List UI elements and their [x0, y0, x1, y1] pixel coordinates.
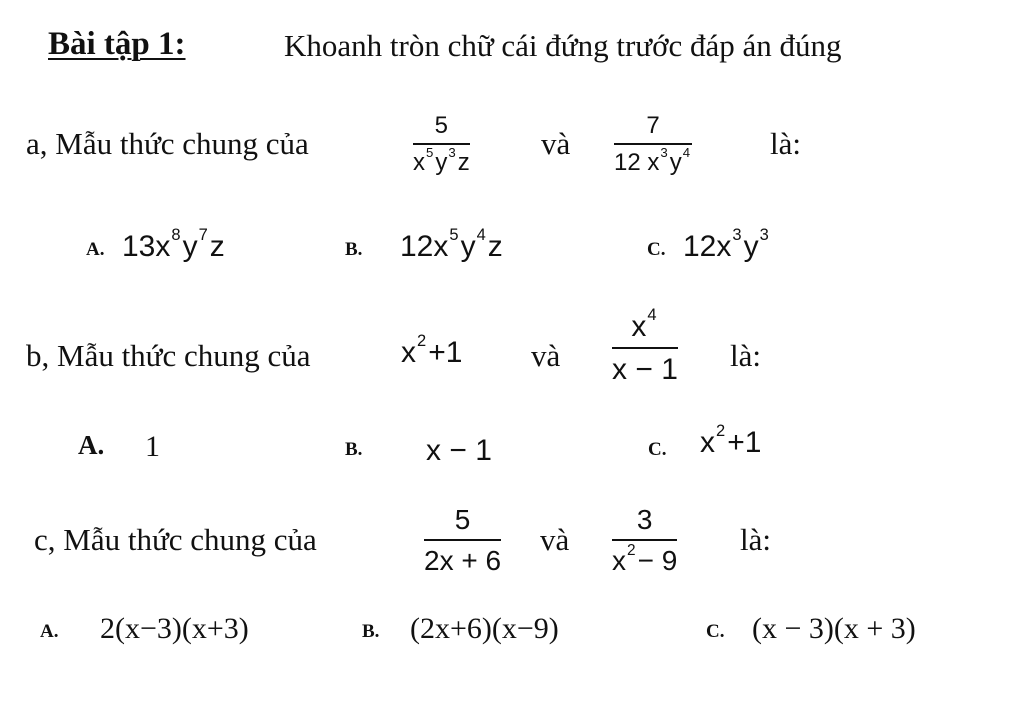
- question-c-fraction-2: [612, 506, 677, 575]
- option-c-B-expression[interactable]: (2x+6)(x−9): [410, 612, 559, 645]
- exercise-instruction: Khoanh tròn chữ cái đứng trước đáp án đúng: [284, 28, 842, 63]
- question-b-stem: b, Mẫu thức chung của: [26, 338, 311, 373]
- fraction-numerator: 3: [636, 504, 653, 535]
- question-a-connector: và: [541, 126, 571, 161]
- option-c-A-expression[interactable]: 2(x−3)(x+3): [100, 612, 249, 645]
- option-c-C-expression[interactable]: (x − 3)(x + 3): [752, 612, 916, 645]
- question-a-fraction-1: [413, 114, 470, 175]
- fraction-numerator: 7: [646, 112, 660, 139]
- question-b-suffix: là:: [730, 338, 761, 373]
- option-c-B-letter[interactable]: B.: [362, 621, 380, 642]
- fraction-denominator: 12 $x^3y^4$: [614, 145, 691, 176]
- fraction-denominator: 2x + 6: [424, 545, 502, 576]
- option-b-B-letter[interactable]: B.: [345, 439, 363, 460]
- option-a-A-expression[interactable]: $13x^8y^7z$: [122, 226, 225, 263]
- exercise-title: Bài tập 1:: [48, 26, 186, 62]
- option-b-A-expression[interactable]: 1: [145, 430, 160, 463]
- option-a-C-letter[interactable]: C.: [647, 239, 666, 260]
- fraction-denominator: $x^2- 9$: [612, 542, 678, 576]
- option-b-B-expression[interactable]: x − 1: [426, 434, 492, 467]
- question-a-stem: a, Mẫu thức chung của: [26, 126, 309, 161]
- question-b-expression: $x^2+1$: [401, 332, 463, 369]
- question-a-fraction-2: [614, 114, 692, 175]
- question-b-fraction: [612, 306, 678, 386]
- fraction-numerator: 5: [454, 504, 471, 535]
- question-c-stem: c, Mẫu thức chung của: [34, 522, 317, 557]
- option-c-C-letter[interactable]: C.: [706, 621, 725, 642]
- option-a-B-letter[interactable]: B.: [345, 239, 363, 260]
- fraction-numerator: 5: [434, 112, 449, 139]
- option-a-A-letter[interactable]: A.: [86, 239, 105, 260]
- question-b-connector: và: [531, 338, 561, 373]
- question-c-suffix: là:: [740, 522, 771, 557]
- fraction-denominator: x − 1: [612, 353, 678, 386]
- question-c-connector: và: [540, 522, 570, 557]
- option-c-A-letter[interactable]: A.: [40, 621, 59, 642]
- option-b-A-letter[interactable]: A.: [78, 430, 105, 460]
- option-a-C-expression[interactable]: $12x^3y^3$: [683, 226, 769, 263]
- question-c-fraction-1: [424, 506, 501, 575]
- fraction-numerator: $x^4$: [631, 306, 657, 343]
- option-a-B-expression[interactable]: $12x^5y^4z$: [400, 226, 503, 263]
- question-a-suffix: là:: [770, 126, 801, 161]
- option-b-C-letter[interactable]: C.: [648, 439, 667, 460]
- option-b-C-expression[interactable]: $x^2+1$: [700, 422, 762, 459]
- fraction-denominator: $x^5y^3z$: [413, 145, 470, 176]
